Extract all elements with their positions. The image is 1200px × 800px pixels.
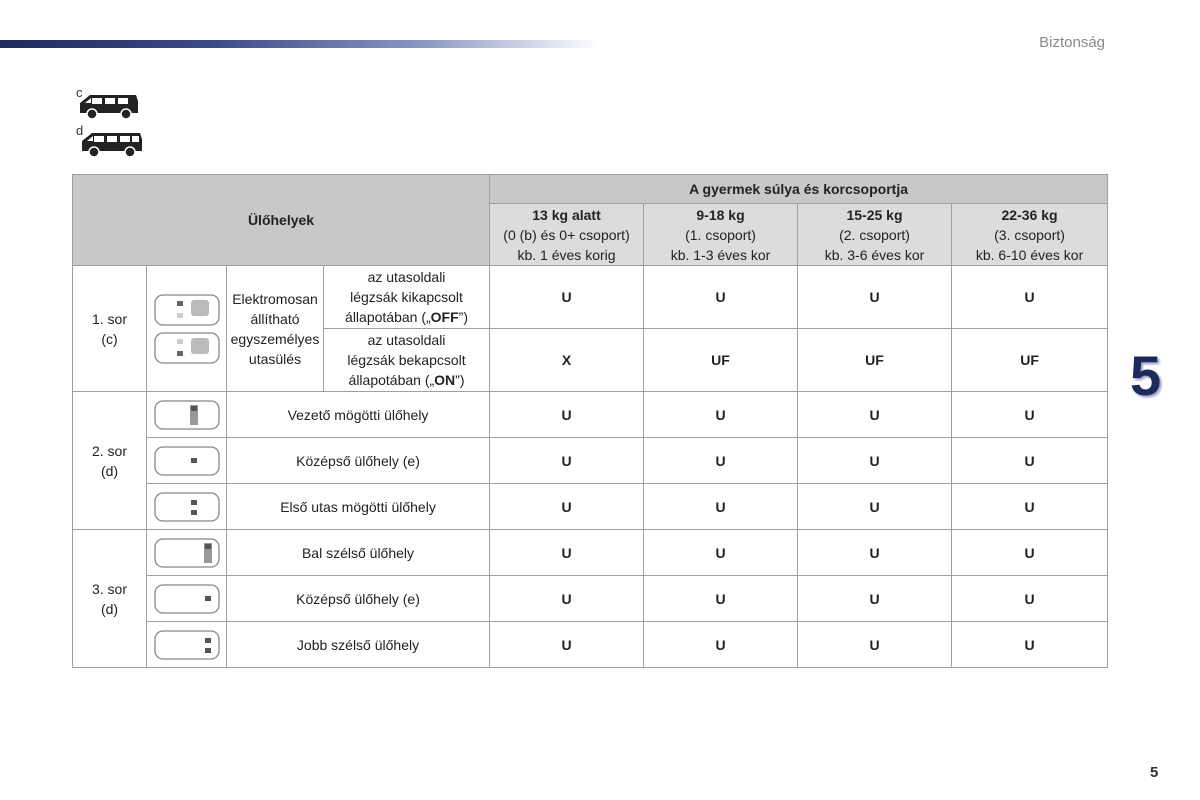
cell-value: U [798,576,952,622]
cell-value: UF [952,329,1108,392]
van-top-view-icon [147,438,227,484]
cell-value: X [490,329,644,392]
cell-value: U [798,484,952,530]
section-title: Biztonság [1039,34,1105,51]
cell-value: U [490,576,644,622]
van-side-view-icon [78,129,144,159]
cell-value: UF [644,329,798,392]
van-top-view-icon [147,266,227,392]
van-top-view-icon [147,484,227,530]
seat-label: Középső ülőhely (e) [227,576,490,622]
cell-value: U [952,392,1108,438]
page-number: 5 [1150,764,1159,781]
seat-label: Bal szélső ülőhely [227,530,490,576]
van-top-view-icon [147,530,227,576]
cell-value: U [952,484,1108,530]
cell-value: U [490,530,644,576]
cell-value: U [952,576,1108,622]
airbag-off-label: az utasoldali légzsák kikapcsolt állapotában („OFF”) [324,266,490,329]
cell-value: U [952,266,1108,329]
vehicle-legend [76,85,146,160]
van-side-view-icon [76,91,140,121]
cell-value: U [644,266,798,329]
cell-value: U [490,484,644,530]
cell-value: U [644,392,798,438]
legend-letter-d: d [76,123,84,138]
cell-value: U [798,392,952,438]
legend-letter-c: c [76,85,83,100]
group-header-0: 13 kg alatt (0 (b) és 0+ csoport) kb. 1 éves korig [490,204,644,266]
cell-value: U [952,622,1108,668]
cell-value: U [490,392,644,438]
van-top-view-icon [147,622,227,668]
van-top-view-icon [147,392,227,438]
cell-value: U [798,622,952,668]
row-label-2: 2. sor (d) [73,392,147,530]
cell-value: U [644,530,798,576]
weight-header: A gyermek súlya és korcsoportja [490,175,1108,204]
group-header-1: 9-18 kg (1. csoport) kb. 1-3 éves kor [644,204,798,266]
cell-value: U [644,576,798,622]
group-header-3: 22-36 kg (3. csoport) kb. 6-10 éves kor [952,204,1108,266]
cell-value: U [952,530,1108,576]
cell-value: U [490,438,644,484]
cell-value: UF [798,329,952,392]
row-label-1: 1. sor (c) [73,266,147,392]
cell-value: U [798,438,952,484]
cell-value: U [644,484,798,530]
header-gradient-bar [0,40,600,48]
van-top-view-icon [147,576,227,622]
seats-header: Ülőhelyek [73,175,490,266]
group-header-2: 15-25 kg (2. csoport) kb. 3-6 éves kor [798,204,952,266]
seat-label: Jobb szélső ülőhely [227,622,490,668]
seat-label: Vezető mögötti ülőhely [227,392,490,438]
chapter-number: 5 [1130,344,1162,407]
cell-value: U [490,266,644,329]
seat-label: Középső ülőhely (e) [227,438,490,484]
child-seat-table [72,174,1108,668]
cell-value: U [490,622,644,668]
seat-description: Elektromosan állítható egyszemélyes utasülés [227,266,324,392]
cell-value: U [644,438,798,484]
seat-label: Első utas mögötti ülőhely [227,484,490,530]
cell-value: U [798,530,952,576]
cell-value: U [644,622,798,668]
airbag-on-label: az utasoldali légzsák bekapcsolt állapotában („ON”) [324,329,490,392]
row-label-3: 3. sor (d) [73,530,147,668]
cell-value: U [798,266,952,329]
cell-value: U [952,438,1108,484]
